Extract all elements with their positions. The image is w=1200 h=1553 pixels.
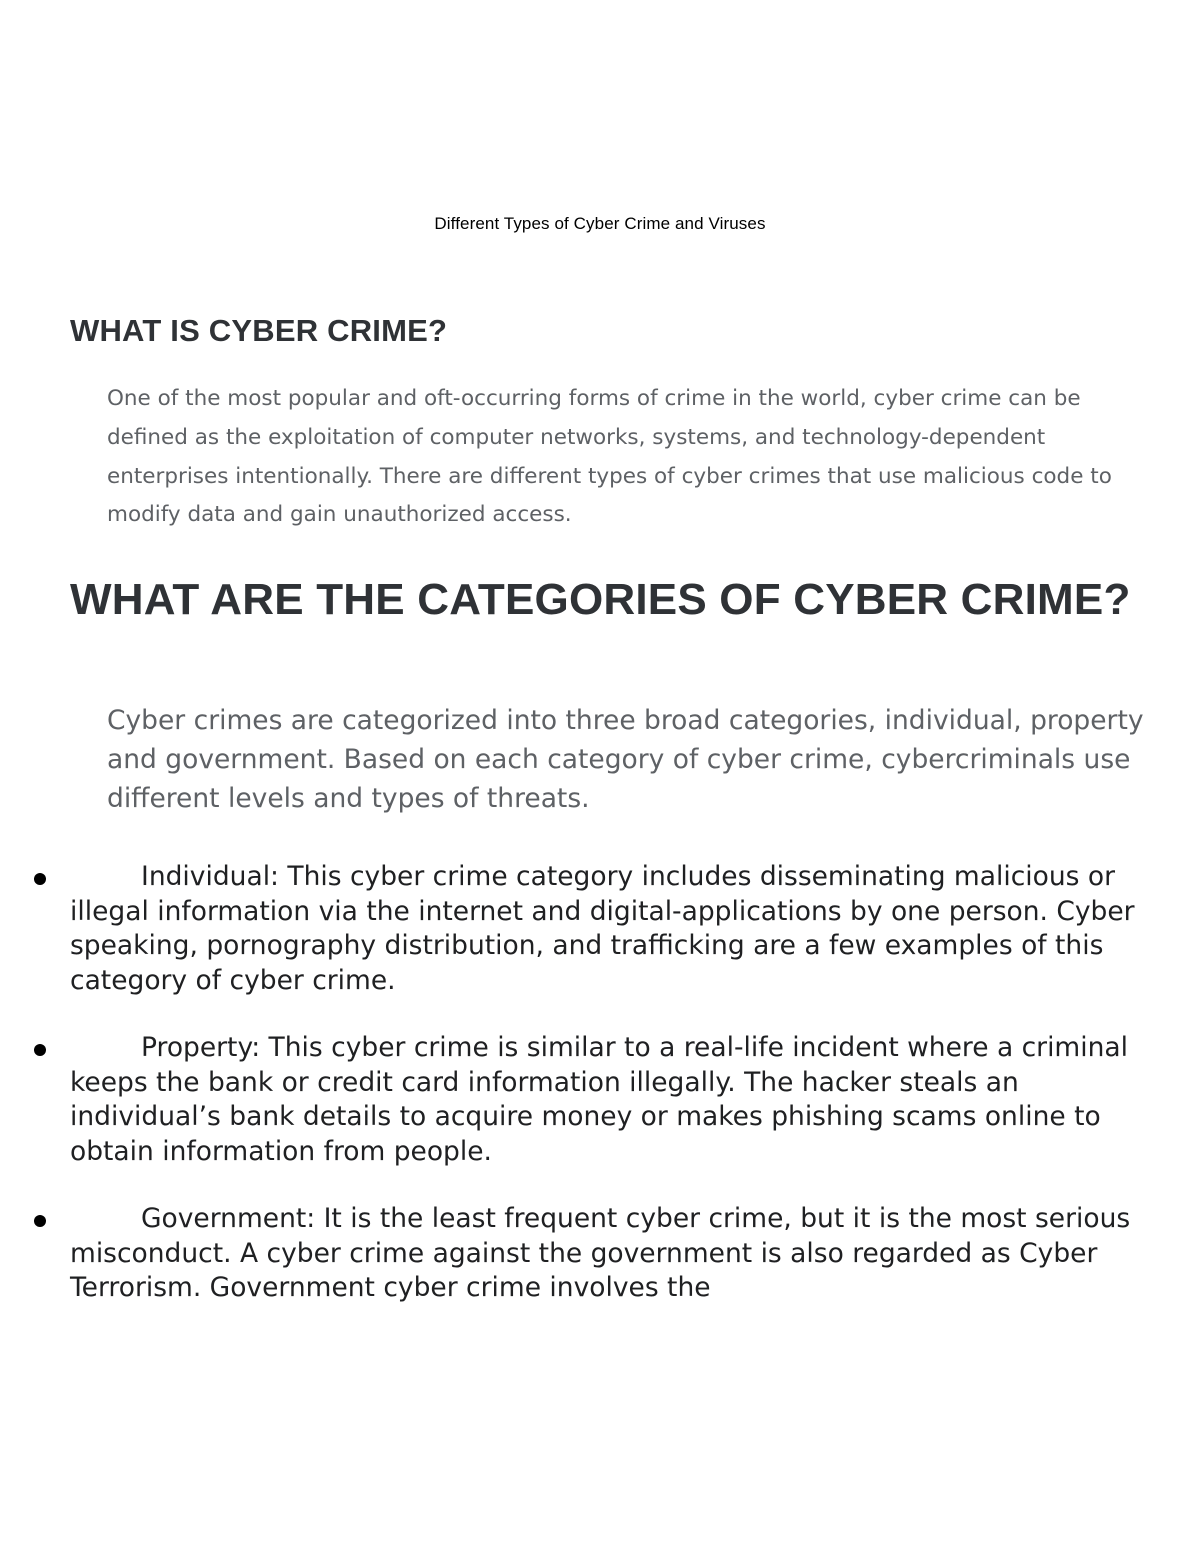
intro-paragraph: One of the most popular and oft-occurring forms of crime in the world, cyber crime can be defined as the exploitation of computer networks, systems, and technology-dependent enterprises intentionally. There are different types of cyber crimes that use malicious code to modify data and gain unauthorized access. <box>107 386 1112 528</box>
bullet-icon <box>34 1215 46 1227</box>
bullet-icon <box>34 1044 46 1056</box>
heading-categories-of-cyber-crime: WHAT ARE THE CATEGORIES OF CYBER CRIME? <box>70 575 1131 624</box>
document-header: Different Types of Cyber Crime and Viruses <box>434 214 766 233</box>
list-item-text: Property: This cyber crime is similar to a real-life incident where a criminal keeps the bank or credit card information illegally. The hacker steals an individual’s bank details to acquire money or makes phishing scams online to obtain information from people. <box>70 1032 1129 1167</box>
categories-paragraph: Cyber crimes are categorized into three broad categories, individual, property and government. Based on each category of cyber crime, cybercriminals use different levels and types of threats. <box>107 705 1144 814</box>
list-item-text: Individual: This cyber crime category includes disseminating malicious or illegal information via the internet and digital-applications by one person. Cyber speaking, pornography distribution, and trafficking are a few examples of this category of cyber crime. <box>70 861 1135 996</box>
heading-what-is-cyber-crime: WHAT IS CYBER CRIME? <box>70 313 448 348</box>
bullet-icon <box>34 873 46 885</box>
list-item-text: Government: It is the least frequent cyber crime, but it is the most serious misconduct. A cyber crime against the government is also regarded as Cyber Terrorism. Government cyber crime involves the <box>70 1203 1131 1303</box>
